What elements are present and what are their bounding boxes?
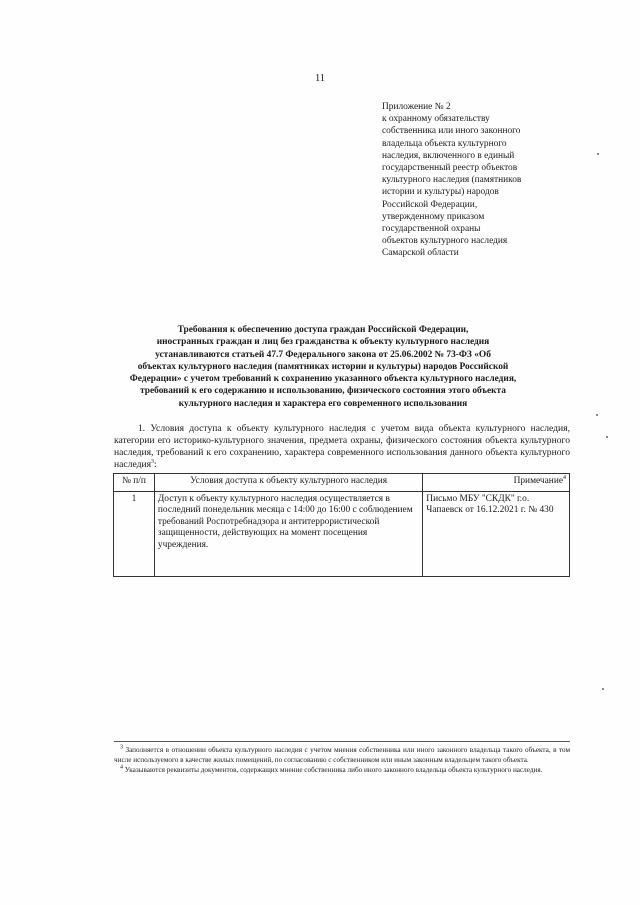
appendix-line: истории и культуры) народов <box>382 187 499 198</box>
scan-speck <box>596 414 598 416</box>
scan-speck <box>602 688 604 690</box>
access-requirements-table <box>113 473 570 577</box>
row-num: 1 <box>114 492 155 577</box>
header-note-text: Примечание <box>513 476 563 486</box>
appendix-line: к охранному обязательству <box>382 114 490 125</box>
appendix-line: государственной охраны <box>382 224 481 235</box>
scan-speck <box>606 436 608 438</box>
title-line: объектах культурного наследия (памятниках истории и культуры) народов Российской <box>137 361 509 372</box>
appendix-line: Российской Федерации, <box>382 199 478 210</box>
scan-speck <box>597 153 599 155</box>
appendix-line: Приложение № 2 <box>382 102 451 112</box>
table-header-row <box>114 474 570 492</box>
appendix-line: государственный реестр объектов <box>382 163 518 174</box>
paragraph-suffix: : <box>154 458 157 470</box>
appendix-line: культурного наследия (памятников <box>382 175 522 186</box>
title-line: Федерации» с учетом требований к сохранению указанного объекта культурного наследия, <box>129 374 517 385</box>
footnote-4-marker: 4 <box>120 764 123 771</box>
footnotes <box>114 746 570 775</box>
footnote-ref-3: 3 <box>151 458 154 465</box>
title-line: требований к его содержанию и использованию, физического состояния этого объекта <box>140 386 506 397</box>
footnote-4 <box>114 766 570 776</box>
appendix-line: объектов культурного наследия <box>382 236 508 247</box>
title-line: Требования к обеспечению доступа граждан Российской Федерации, <box>177 325 469 335</box>
page-number: 11 <box>314 73 326 84</box>
footnote-divider <box>114 741 570 742</box>
access-conditions-paragraph <box>114 423 570 471</box>
document-title <box>104 324 542 410</box>
appendix-header <box>382 101 582 260</box>
footnote-3-marker: 3 <box>120 744 123 751</box>
header-note <box>423 474 570 492</box>
footnote-3-text: Заполняется в отношении объекта культурного наследия с учетом мнения собственника или иного законного владельца такого объекта, в том числе используемого в качестве жилых помещений, по согласованию с собственником или иным законным владельцем такого объекта. <box>114 746 571 764</box>
paragraph-text: 1. Условия доступа к объекту культурного наследия с учетом вида объекта культурного наследия, категории его историко-культурного значения, предмета охраны, физического состояния объекта культурного наследия, требований к его сохранению, характера современного использования данного объекта культурного наследия <box>114 423 570 470</box>
row-conditions: Доступ к объекту культурного наследия осуществляется в последний понедельник месяца с 14:00 до 16:00 с соблюдением требований Роспотребнадзора и антитеррористической защищенности, действующих на момент посещения учреждения. <box>154 492 422 577</box>
title-line: культурного наследия и характера его современного использования <box>178 398 468 409</box>
footnote-3 <box>114 746 570 766</box>
row-note: Письмо МБУ "СКДК" г.о. Чапаевск от 16.12.2021 г. № 430 <box>423 492 570 577</box>
footnote-ref-4: 4 <box>563 474 566 481</box>
title-line: устанавливаются статьей 47.7 Федерального закона от 25.06.2002 № 73-ФЗ «Об <box>155 349 491 360</box>
header-num: № п/п <box>114 474 155 492</box>
appendix-line: собственника или иного законного <box>382 126 521 137</box>
appendix-line: наследия, включенного в единый <box>382 150 515 161</box>
title-line: иностранных граждан и лиц без гражданства к объекту культурного наследия <box>156 337 490 348</box>
table-row <box>114 492 570 577</box>
appendix-line: владельца объекта культурного <box>382 138 507 149</box>
appendix-line: утвержденному приказом <box>382 211 485 222</box>
footnote-4-text: Указываются реквизиты документов, содержащих мнение собственника либо иного законного владельца объекта культурного наследия. <box>124 765 543 774</box>
header-conditions: Условия доступа к объекту культурного наследия <box>154 474 422 492</box>
appendix-line: Самарской области <box>382 248 459 259</box>
